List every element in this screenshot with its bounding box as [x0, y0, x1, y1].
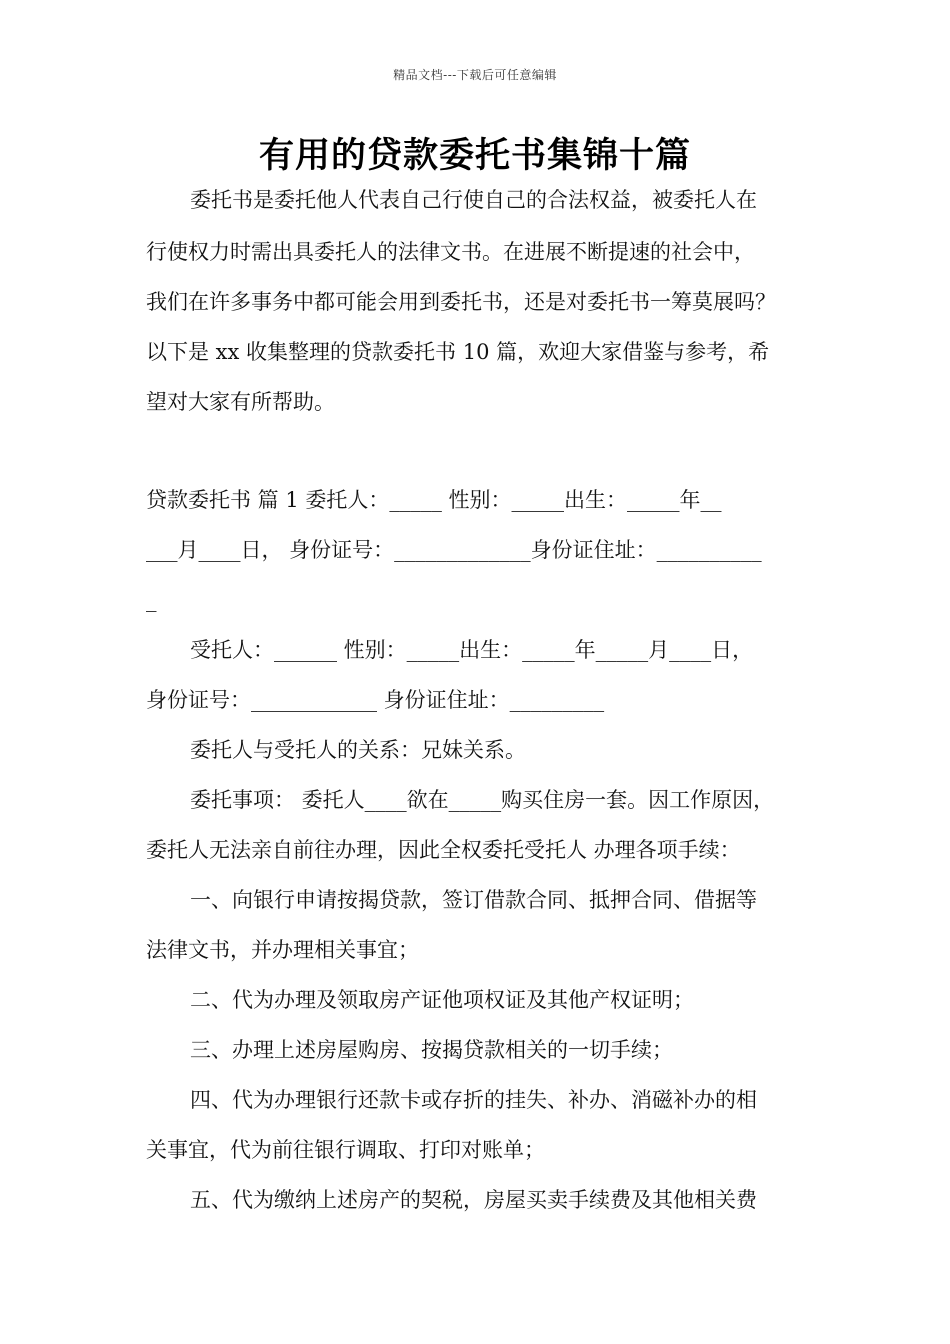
relationship-line: 委托人与受托人的关系：兄妹关系。 [190, 738, 526, 762]
principal-line-3: _ [146, 588, 157, 612]
intro-line-4: 以下是 xx 收集整理的贷款委托书 10 篇，欢迎大家借鉴与参考，希 [146, 340, 770, 364]
item-3-line: 三、办理上述房屋购房、按揭贷款相关的一切手续； [190, 1038, 673, 1062]
matter-line-2: 委托人无法亲自前往办理，因此全权委托受托人 办理各项手续： [146, 838, 741, 862]
principal-line-1: 贷款委托书 篇 1 委托人：_____ 性别：_____出生：_____年__ [146, 488, 722, 512]
document-title: 有用的贷款委托书集锦十篇 [258, 136, 691, 176]
agent-line-1: 受托人：______ 性别：_____出生：_____年_____月____日， [190, 638, 754, 662]
item-4-line-1: 四、代为办理银行还款卡或存折的挂失、补办、消磁补办的相 [190, 1088, 757, 1112]
intro-line-5: 望对大家有所帮助。 [146, 390, 335, 414]
matter-line-1: 委托事项： 委托人____欲在_____购买住房一套。因工作原因， [190, 788, 775, 812]
principal-line-2: ___月____日， 身份证号：_____________身份证住址：__________ [146, 538, 762, 562]
item-1-line-1: 一、向银行申请按揭贷款，签订借款合同、抵押合同、借据等 [190, 888, 757, 912]
intro-line-1: 委托书是委托他人代表自己行使自己的合法权益，被委托人在 [190, 188, 757, 212]
agent-line-2: 身份证号：____________ 身份证住址：_________ [146, 688, 605, 712]
page-header: 精品文档---下载后可任意编辑 [393, 68, 557, 82]
intro-line-3: 我们在许多事务中都可能会用到委托书，还是对委托书一筹莫展吗？ [146, 290, 776, 314]
intro-line-2: 行使权力时需出具委托人的法律文书。在进展不断提速的社会中， [146, 240, 755, 264]
item-4-line-2: 关事宜，代为前往银行调取、打印对账单； [146, 1138, 545, 1162]
item-5-line-1: 五、代为缴纳上述房产的契税，房屋买卖手续费及其他相关费 [190, 1188, 757, 1212]
item-1-line-2: 法律文书，并办理相关事宜； [146, 938, 419, 962]
item-2-line: 二、代为办理及领取房产证他项权证及其他产权证明； [190, 988, 694, 1012]
